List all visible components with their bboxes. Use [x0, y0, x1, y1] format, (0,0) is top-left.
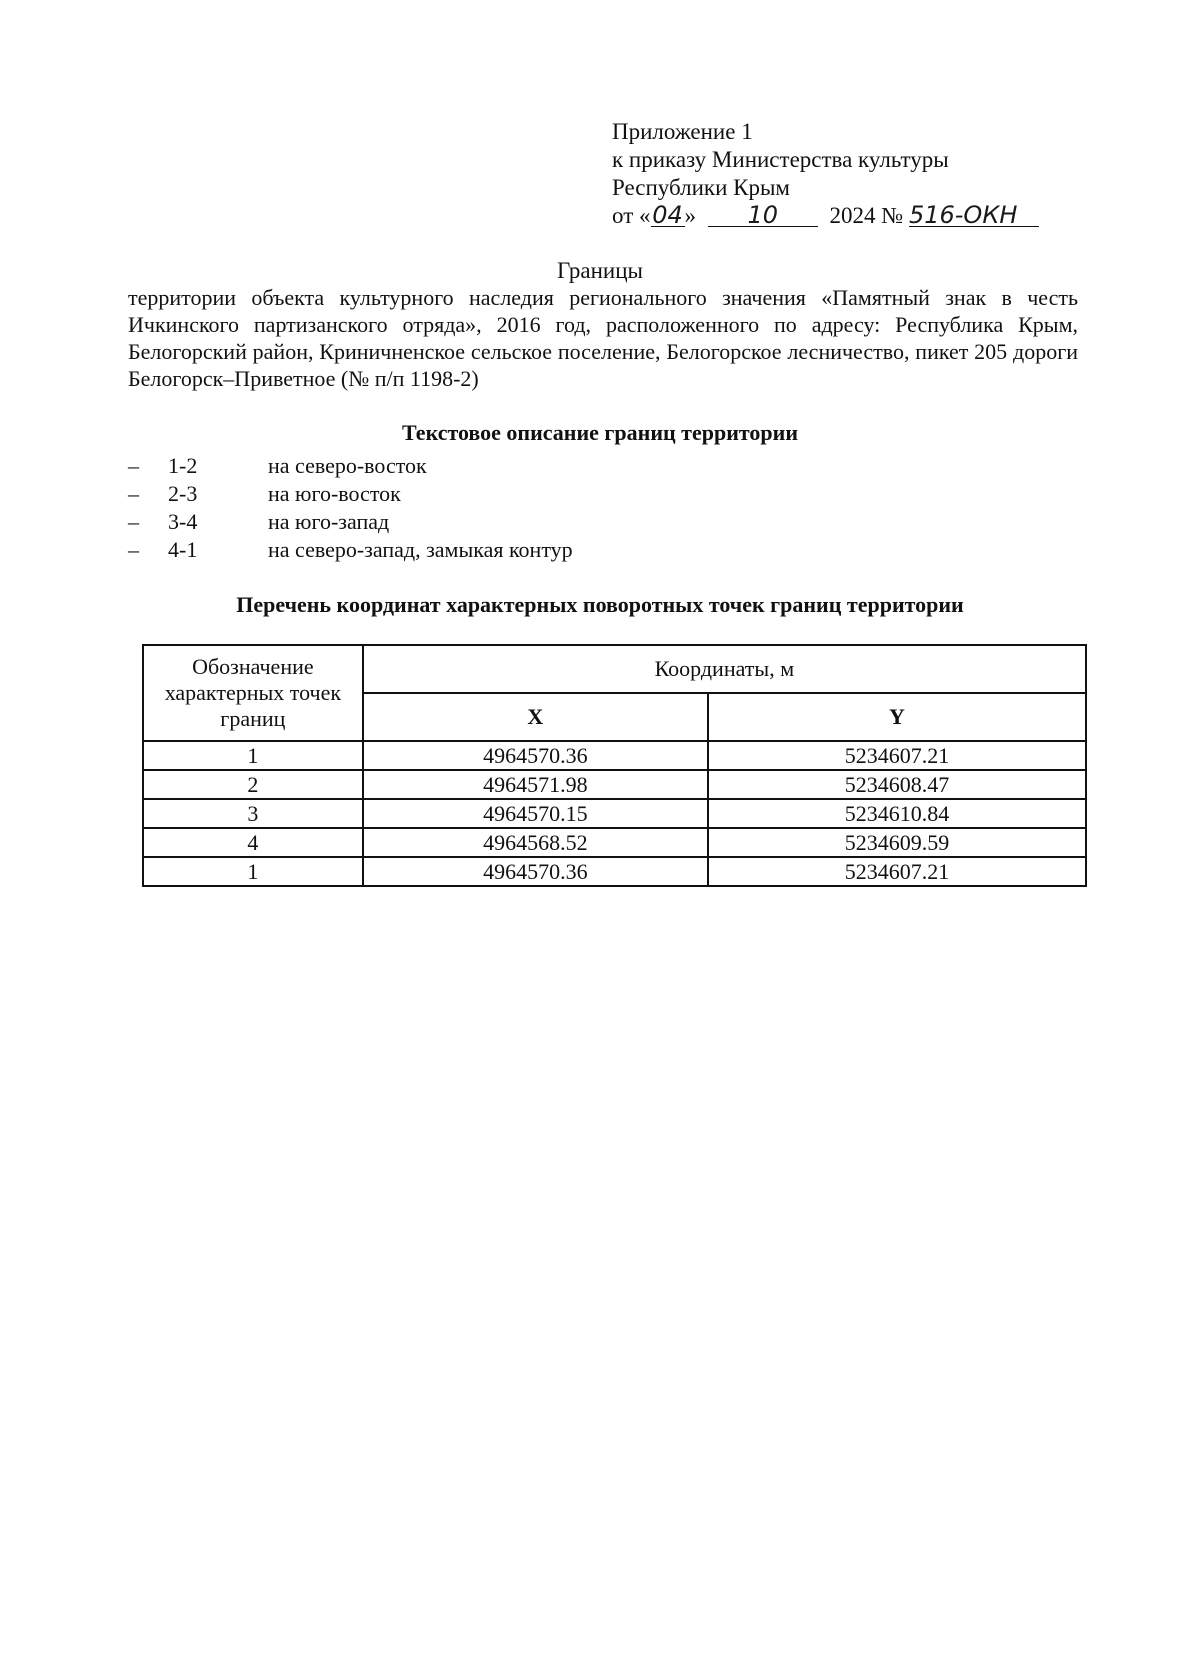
- cell-y: 5234607.21: [708, 741, 1086, 770]
- list-direction: на юго-восток: [268, 481, 401, 506]
- list-direction: на северо-запад, замыкая контур: [268, 537, 573, 562]
- cell-x: 4964568.52: [363, 828, 708, 857]
- table-row: [143, 857, 1086, 886]
- list-item: [128, 480, 573, 508]
- table-row: [143, 828, 1086, 857]
- coordinates-heading: Перечень координат характерных поворотных точек границ территории: [236, 592, 964, 617]
- cell-y: 5234609.59: [708, 828, 1086, 857]
- list-dash: –: [128, 481, 139, 506]
- order-year-no: 2024 №: [829, 203, 904, 228]
- list-segment: 4-1: [168, 537, 198, 562]
- table-row: [143, 770, 1086, 799]
- list-segment: 1-2: [168, 453, 198, 478]
- list-segment: 3-4: [168, 509, 198, 534]
- list-item: [128, 536, 573, 564]
- header-coordinates: Координаты, м: [363, 645, 1086, 693]
- header-point: Обозначение характерных точек границ: [143, 645, 363, 741]
- cell-point: 3: [143, 799, 363, 828]
- cell-y: 5234610.84: [708, 799, 1086, 828]
- cell-x: 4964570.36: [363, 857, 708, 886]
- list-direction: на юго-запад: [268, 509, 390, 534]
- table-row: [143, 741, 1086, 770]
- order-date-line: [612, 202, 1039, 230]
- date-prefix: от «: [612, 203, 651, 228]
- appendix-block: [612, 118, 1039, 230]
- cell-y: 5234608.47: [708, 770, 1086, 799]
- text-description-heading: Текстовое описание границ территории: [401, 420, 799, 445]
- cell-y: 5234607.21: [708, 857, 1086, 886]
- header-y: Y: [708, 693, 1086, 741]
- page-subtitle: территории объекта культурного наследия регионального значения «Памятный знак в честь Ичкинского партизанского отряда», 2016 год, расположенного по адресу: Республика Крым, Белогорский район, Криничненское сельское поселение, Белогорское лесничество, пикет 205 дороги Белогорск–Приветное (№ п/п 1198-2): [128, 285, 1078, 391]
- appendix-ministry: Республики Крым: [612, 175, 790, 200]
- cell-x: 4964571.98: [363, 770, 708, 799]
- list-segment: 2-3: [168, 481, 198, 506]
- cell-point: 4: [143, 828, 363, 857]
- cell-point: 1: [143, 741, 363, 770]
- header-x: X: [363, 693, 708, 741]
- appendix-title: Приложение 1: [612, 119, 753, 144]
- list-dash: –: [128, 509, 139, 534]
- coordinates-table: [142, 644, 1087, 887]
- page-title: Границы: [557, 258, 643, 283]
- order-day: 04: [652, 201, 683, 229]
- list-item: [128, 508, 573, 536]
- cell-x: 4964570.36: [363, 741, 708, 770]
- list-direction: на северо-восток: [268, 453, 427, 478]
- table-row: [143, 799, 1086, 828]
- list-item: [128, 452, 573, 480]
- list-dash: –: [128, 537, 139, 562]
- text-description-list: [128, 452, 573, 564]
- date-day-close: »: [684, 203, 696, 228]
- cell-point: 1: [143, 857, 363, 886]
- list-dash: –: [128, 453, 139, 478]
- cell-point: 2: [143, 770, 363, 799]
- cell-x: 4964570.15: [363, 799, 708, 828]
- appendix-order-ref: к приказу Министерства культуры: [612, 147, 949, 172]
- order-month: 10: [708, 204, 818, 227]
- order-number: 516-ОКН: [909, 204, 1039, 227]
